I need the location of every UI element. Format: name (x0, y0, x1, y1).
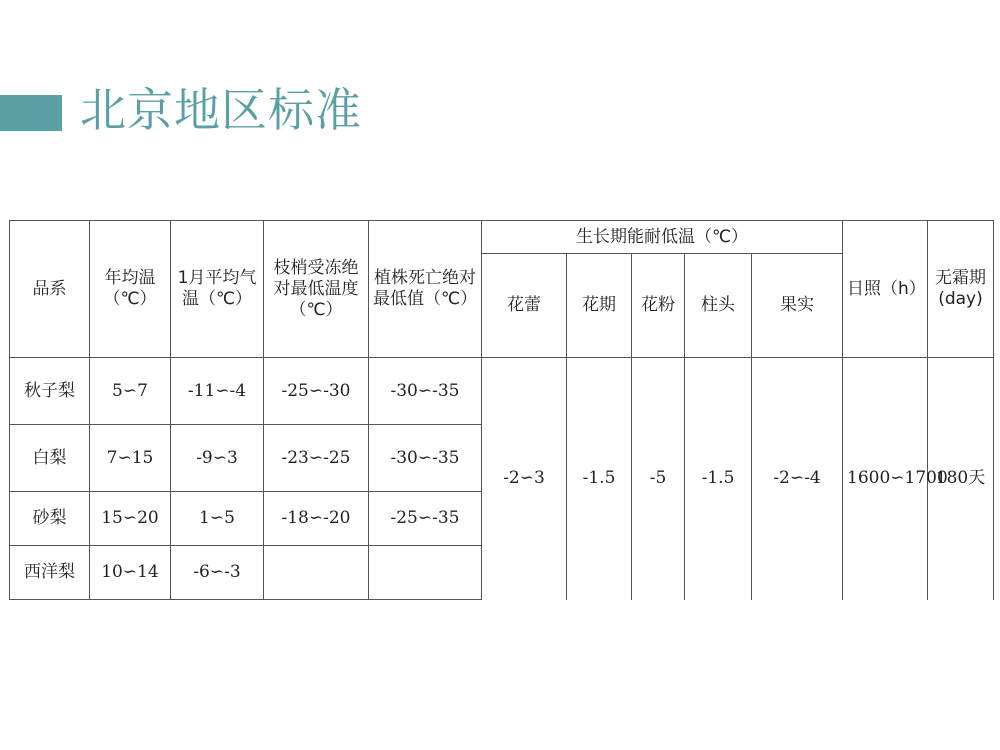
cell-flowering: -1.5 (567, 358, 632, 600)
cell-annual-temp: 7∽15 (90, 425, 171, 492)
cell-sunshine: 1600∽1700 (843, 358, 928, 600)
cell-variety: 砂梨 (10, 492, 90, 546)
cell-annual-temp: 10∽14 (90, 546, 171, 600)
cell-shoot-freeze: -25∽-30 (264, 358, 369, 425)
cell-plant-death: -30∽-35 (369, 425, 482, 492)
header-growth-low-temp: 生长期能耐低温（℃） (482, 221, 843, 254)
cell-shoot-freeze (264, 546, 369, 600)
cell-annual-temp: 15∽20 (90, 492, 171, 546)
cell-frost-free: 180天 (928, 358, 994, 600)
header-pollen: 花粉 (632, 254, 685, 358)
cell-shoot-freeze: -18∽-20 (264, 492, 369, 546)
cell-plant-death: -30∽-35 (369, 358, 482, 425)
cell-variety: 秋子梨 (10, 358, 90, 425)
standards-table (9, 220, 994, 600)
header-frost-free: 无霜期(day) (928, 221, 994, 358)
cell-stigma: -1.5 (685, 358, 752, 600)
header-fruit: 果实 (752, 254, 843, 358)
cell-jan-temp: -11∽-4 (171, 358, 264, 425)
standards-table-container (9, 220, 993, 599)
header-annual-temp: 年均温（℃） (90, 221, 171, 358)
header-shoot-freeze: 枝梢受冻绝对最低温度（℃） (264, 221, 369, 358)
cell-variety: 西洋梨 (10, 546, 90, 600)
header-stigma: 柱头 (685, 254, 752, 358)
header-variety: 品系 (10, 221, 90, 358)
header-sunshine: 日照（h） (843, 221, 928, 358)
cell-variety: 白梨 (10, 425, 90, 492)
cell-shoot-freeze: -23∽-25 (264, 425, 369, 492)
page-title: 北京地区标准 (80, 83, 362, 137)
cell-annual-temp: 5∽7 (90, 358, 171, 425)
cell-jan-temp: 1∽5 (171, 492, 264, 546)
cell-plant-death (369, 546, 482, 600)
cell-plant-death: -25∽-35 (369, 492, 482, 546)
cell-pollen: -5 (632, 358, 685, 600)
header-plant-death: 植株死亡绝对最低值（℃） (369, 221, 482, 358)
cell-jan-temp: -9∽3 (171, 425, 264, 492)
title-accent-bar (0, 95, 62, 131)
header-jan-temp: 1月平均气温（℃） (171, 221, 264, 358)
header-flowering: 花期 (567, 254, 632, 358)
cell-fruit: -2∽-4 (752, 358, 843, 600)
header-bud: 花蕾 (482, 254, 567, 358)
cell-bud: -2∽3 (482, 358, 567, 600)
table-row (10, 358, 994, 425)
cell-jan-temp: -6∽-3 (171, 546, 264, 600)
